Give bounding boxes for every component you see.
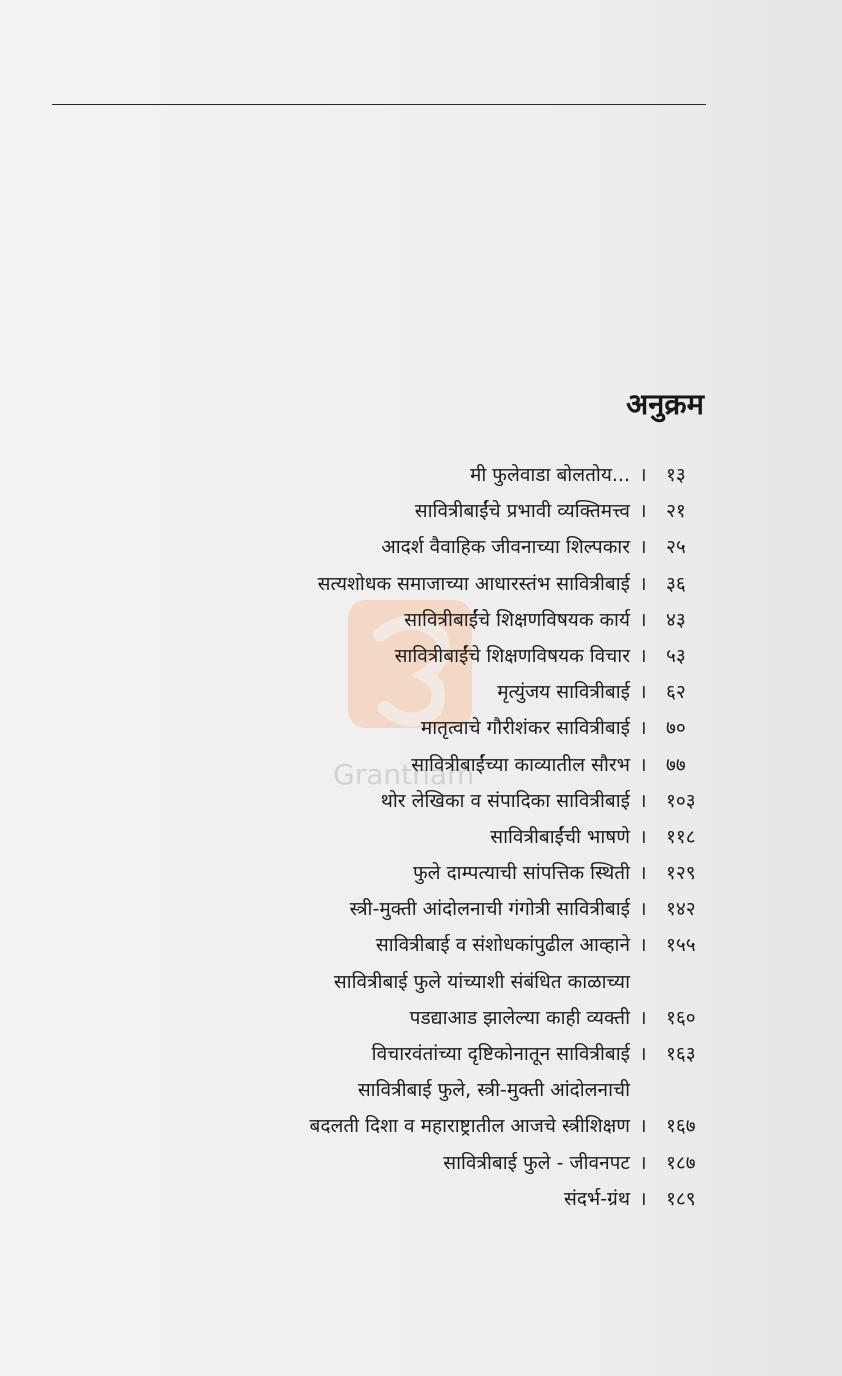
toc-entry: [0, 817, 842, 853]
table-of-contents: [0, 455, 842, 1215]
toc-entry-separator: ।: [639, 644, 647, 667]
toc-entry-page-number: १६३: [666, 1043, 696, 1065]
toc-entry-title: सावित्रीबाई फुले, स्त्री-मुक्ती आंदोलनाची: [357, 1079, 630, 1102]
toc-entry: [0, 962, 842, 998]
toc-entry: [0, 564, 842, 600]
toc-entry-page-number: ४३: [666, 608, 686, 631]
toc-entry-page-number: १८७: [666, 1151, 696, 1174]
toc-entry-title: संदर्भ-ग्रंथ: [563, 1187, 630, 1210]
header-rule: [52, 104, 706, 105]
toc-entry-separator: ।: [639, 753, 647, 776]
toc-entry: [0, 672, 842, 708]
toc-entry-page-number: ११८: [666, 825, 696, 848]
toc-entry-title: सावित्रीबाई फुले - जीवनपट: [443, 1151, 630, 1174]
toc-entry-separator: ।: [639, 789, 647, 812]
toc-entry-page-number: १३: [666, 464, 686, 486]
toc-entry-title: मी फुलेवाडा बोलतोय...: [469, 464, 630, 486]
toc-entry-title: थोर लेखिका व संपादिका सावित्रीबाई: [380, 789, 630, 812]
toc-entry-title: सावित्रीबाईंचे शिक्षणविषयक कार्य: [404, 608, 630, 631]
toc-entry: [0, 781, 842, 817]
toc-entry: [0, 925, 842, 961]
toc-entry: [0, 527, 842, 563]
toc-entry-separator: ।: [639, 717, 647, 740]
toc-entry-page-number: १४२: [666, 898, 696, 921]
toc-entry: [0, 1106, 842, 1142]
toc-entry-page-number: १५५: [666, 934, 696, 957]
toc-entry-separator: ।: [639, 1115, 647, 1138]
toc-entry-title: सावित्रीबाई व संशोधकांपुढील आव्हाने: [375, 934, 630, 957]
toc-entry-separator: ।: [639, 1043, 647, 1065]
toc-entry: [0, 1143, 842, 1179]
toc-entry-title: सावित्रीबाईंच्या काव्यातील सौरभ: [411, 753, 630, 776]
toc-entry: [0, 600, 842, 636]
grantham-watermark-text: Grantham: [333, 758, 475, 791]
toc-entry-title: सत्यशोधक समाजाच्या आधारस्तंभ सावित्रीबाई: [317, 572, 630, 595]
toc-entry-separator: ।: [639, 536, 647, 559]
toc-entry-separator: ।: [639, 862, 647, 885]
toc-entry-title: पडद्याआड झालेल्या काही व्यक्ती: [409, 1006, 630, 1029]
toc-entry-title: सावित्रीबाईंचे शिक्षणविषयक विचार: [394, 644, 630, 667]
toc-entry-separator: ।: [639, 1187, 647, 1210]
toc-entry-title: मातृत्वाचे गौरीशंकर सावित्रीबाई: [420, 717, 630, 740]
toc-entry-page-number: १६०: [666, 1006, 696, 1029]
toc-entry: [0, 636, 842, 672]
toc-entry: [0, 745, 842, 781]
toc-entry-separator: ।: [639, 1151, 647, 1174]
toc-entry-page-number: ६२: [666, 681, 686, 704]
toc-entry-separator: ।: [639, 1006, 647, 1029]
toc-entry-page-number: २५: [666, 536, 686, 559]
toc-entry-title: बदलती दिशा व महाराष्ट्रातील आजचे स्त्रीशिक्षण: [309, 1115, 630, 1138]
toc-entry-title: सावित्रीबाई फुले यांच्याशी संबंधित काळाच्या: [333, 970, 630, 993]
toc-entry-title: स्त्री-मुक्ती आंदोलनाची गंगोत्री सावित्रीबाई: [349, 898, 630, 921]
toc-entry-separator: ।: [639, 500, 647, 523]
toc-entry-page-number: ३६: [666, 572, 686, 595]
toc-entry: [0, 1070, 842, 1106]
toc-entry-separator: ।: [639, 825, 647, 848]
toc-entry-title: आदर्श वैवाहिक जीवनाच्या शिल्पकार: [381, 536, 630, 559]
toc-entry-page-number: १०३: [666, 789, 696, 812]
toc-entry: [0, 1034, 842, 1070]
toc-entry-page-number: ७७: [666, 753, 686, 776]
toc-entry-title: सावित्रीबाईंचे प्रभावी व्यक्तिमत्त्व: [414, 500, 630, 523]
toc-entry-title: विचारवंतांच्या दृष्टिकोनातून सावित्रीबाई: [371, 1043, 630, 1065]
toc-entry-page-number: ७०: [666, 717, 686, 740]
toc-entry-separator: ।: [639, 898, 647, 921]
toc-entry-separator: ।: [639, 572, 647, 595]
toc-entry-separator: ।: [639, 681, 647, 704]
toc-entry: [0, 889, 842, 925]
toc-entry: [0, 455, 842, 491]
toc-entry-page-number: ५३: [666, 644, 686, 667]
toc-entry: [0, 708, 842, 744]
toc-entry: [0, 491, 842, 527]
toc-entry-page-number: १६७: [666, 1115, 696, 1138]
toc-entry-page-number: २१: [666, 500, 686, 523]
toc-entry: [0, 1179, 842, 1215]
toc-entry-separator: ।: [639, 464, 647, 486]
toc-entry-separator: ।: [639, 934, 647, 957]
toc-entry-title: फुले दाम्पत्याची सांपत्तिक स्थिती: [413, 862, 630, 885]
toc-entry-page-number: १८९: [666, 1187, 696, 1210]
toc-entry-title: सावित्रीबाईंची भाषणे: [490, 825, 630, 848]
toc-entry-page-number: १२९: [666, 862, 696, 885]
toc-entry-title: मृत्युंजय सावित्रीबाई: [497, 681, 630, 704]
toc-entry: [0, 998, 842, 1034]
toc-heading: अनुक्रम: [626, 387, 704, 421]
toc-entry: [0, 853, 842, 889]
toc-entry-separator: ।: [639, 608, 647, 631]
